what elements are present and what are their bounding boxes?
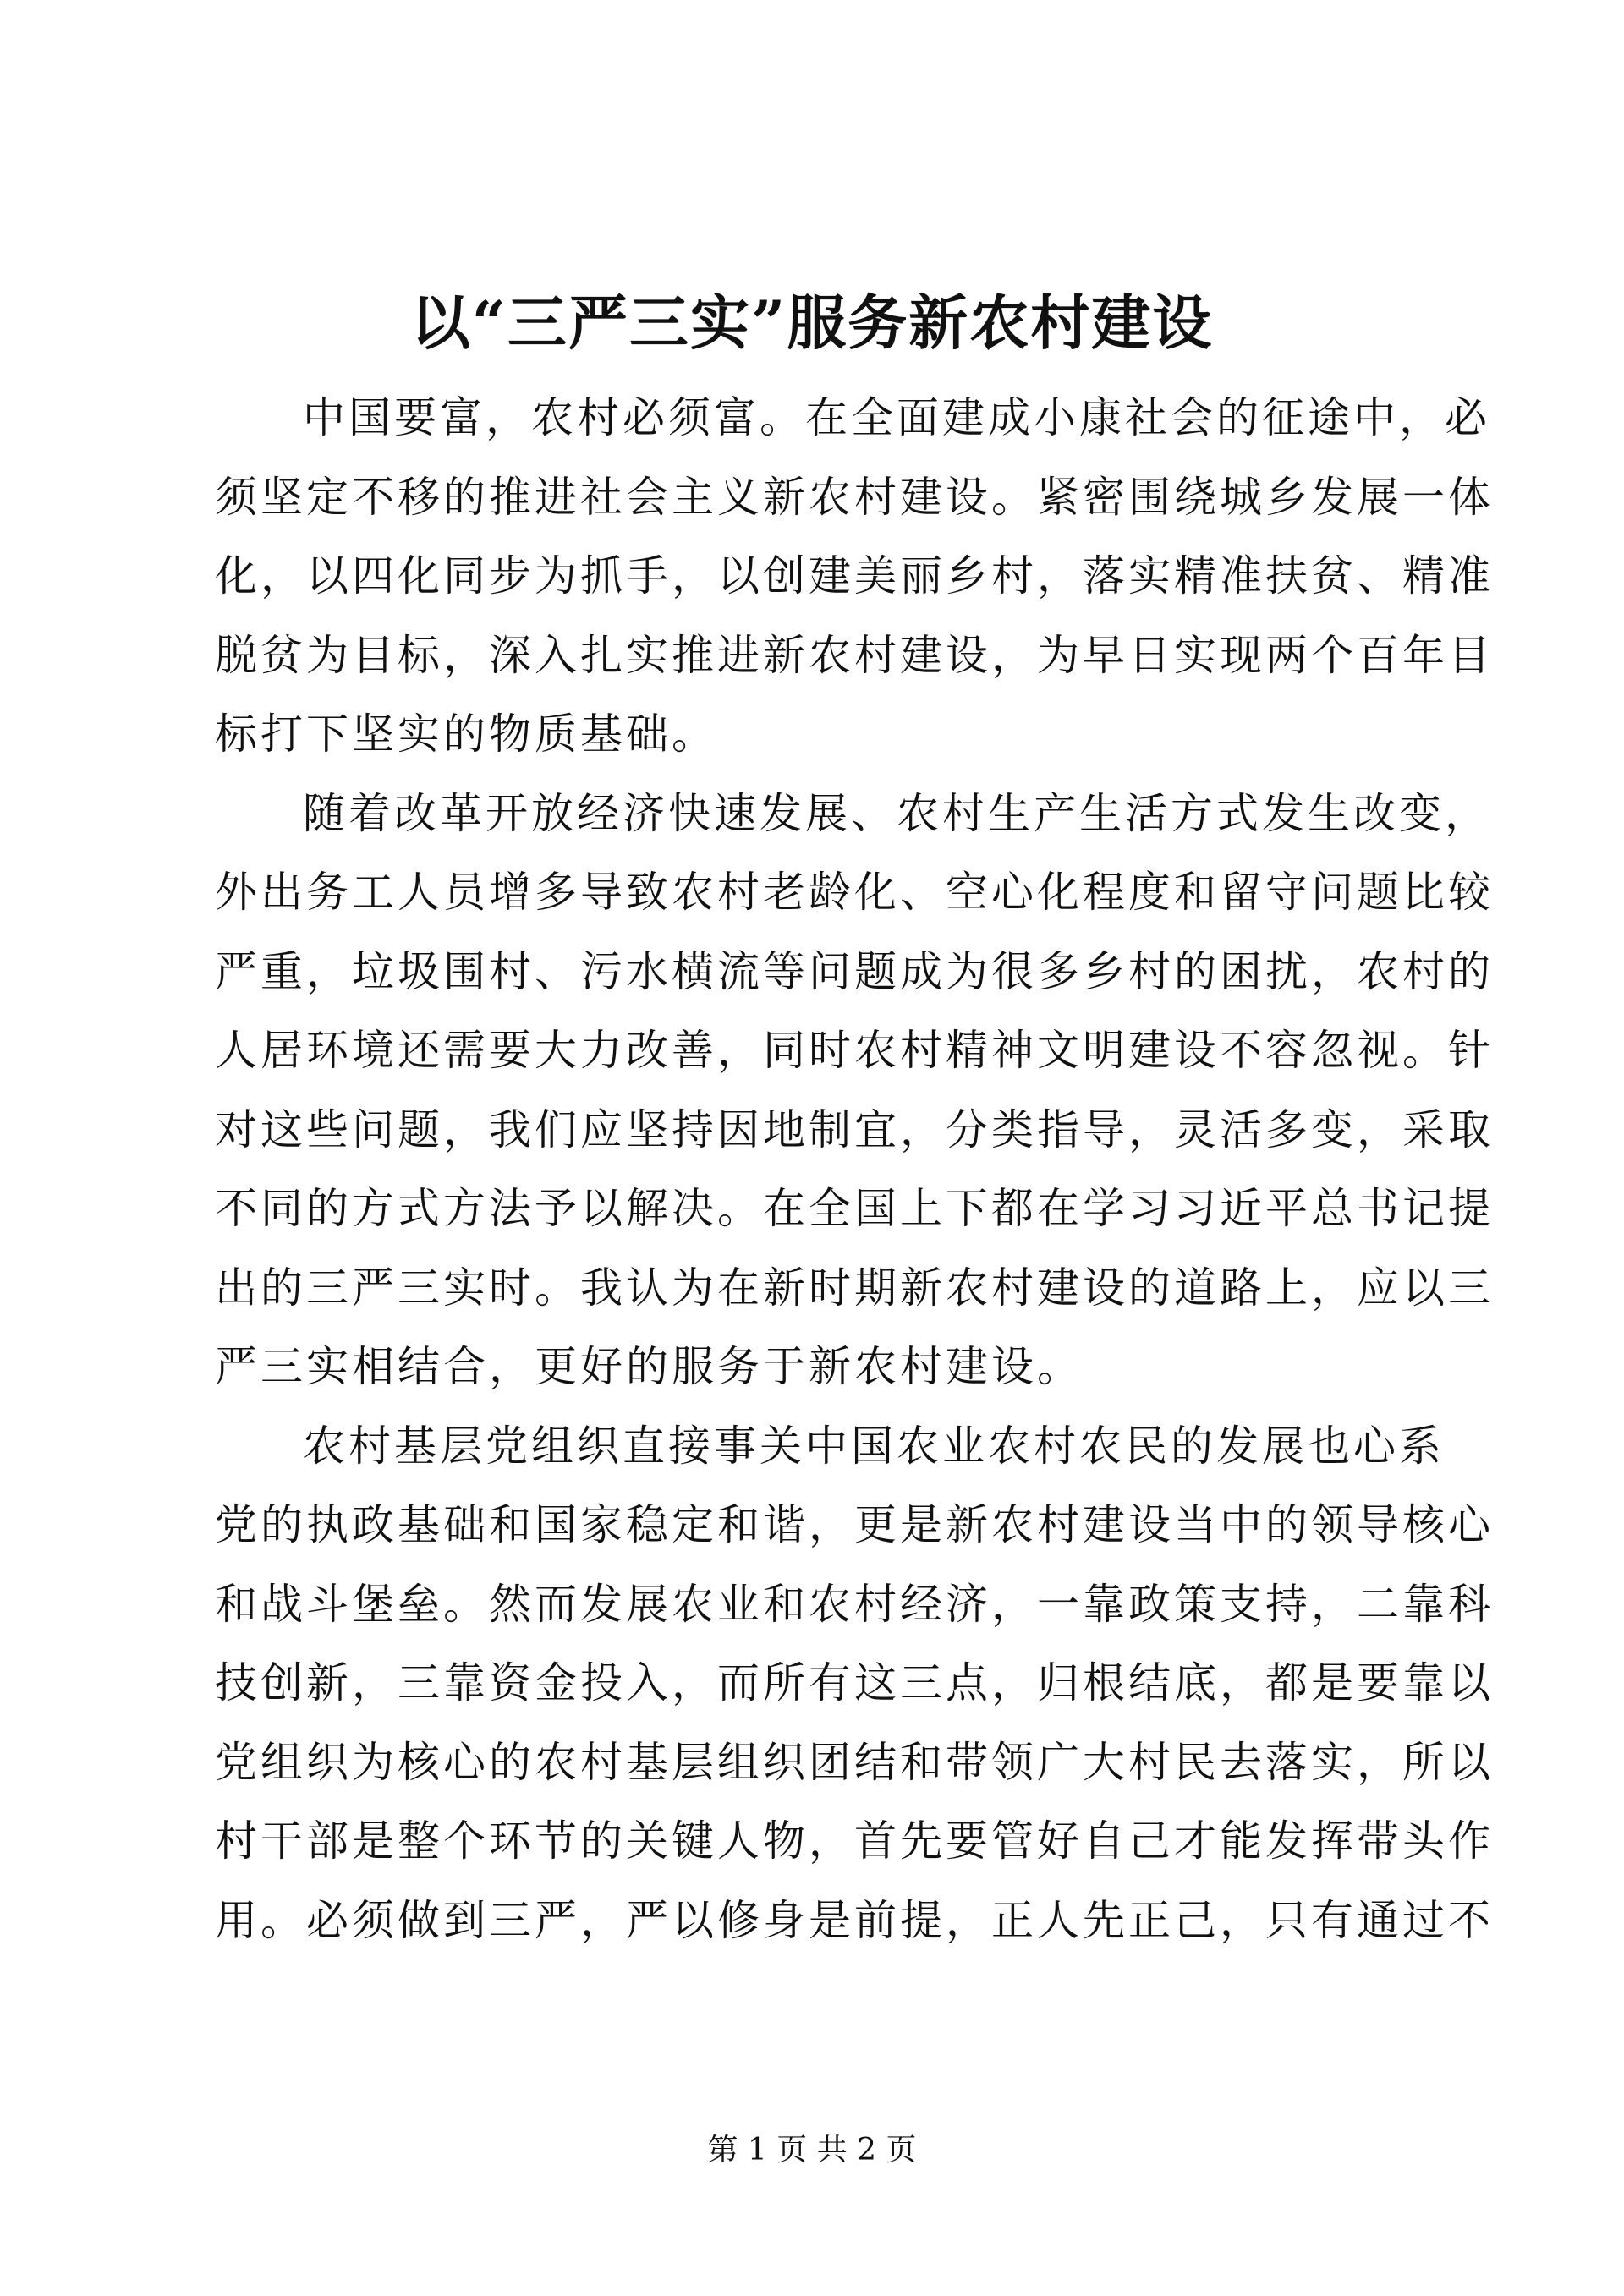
paragraph-line: 人居环境还需要大力改善，同时农村精神文明建设不容忽视。针: [215, 1026, 1494, 1075]
page-footer: [0, 2129, 1624, 2172]
paragraph-line: 不同的方式方法予以解决。在全国上下都在学习习近平总书记提: [215, 1184, 1494, 1233]
paragraph-1: [215, 379, 1494, 775]
paragraph-line: 用。必须做到三严，严以修身是前提，正人先正己，只有通过不: [215, 1895, 1494, 1945]
paragraph-line: 中国要富，农村必须富。在全面建成小康社会的征途中，必: [303, 393, 1490, 442]
paragraph-line: 随着改革开放经济快速发展、农村生产生活方式发生改变，: [303, 788, 1490, 838]
paragraph-line: 党组织为核心的农村基层组织团结和带领广大村民去落实，所以: [215, 1737, 1494, 1787]
paragraph-3: [215, 1407, 1494, 1961]
paragraph-line: 对这些问题，我们应坚持因地制宜，分类指导，灵活多变，采取: [215, 1104, 1494, 1154]
paragraph-line: 须坚定不移的推进社会主义新农村建设。紧密围绕城乡发展一体: [215, 472, 1494, 522]
paragraph-line: 严三实相结合，更好的服务于新农村建设。: [215, 1342, 1083, 1391]
page-number: 第 1 页 共 2 页: [707, 2133, 917, 2167]
paragraph-line: 化，以四化同步为抓手，以创建美丽乡村，落实精准扶贫、精准: [215, 551, 1494, 600]
paragraph-line: 农村基层党组织直接事关中国农业农村农民的发展也心系: [303, 1421, 1445, 1471]
paragraph-line: 标打下坚实的物质基础。: [215, 710, 717, 759]
paragraph-line: 外出务工人员增多导致农村老龄化、空心化程度和留守问题比较: [215, 868, 1494, 917]
paragraph-line: 技创新，三靠资金投入，而所有这三点，归根结底，都是要靠以: [215, 1658, 1494, 1707]
paragraph-2: [215, 775, 1494, 1407]
document-title: 以“三严三实”服务新农村建设: [410, 288, 1214, 358]
paragraph-line: 党的执政基础和国家稳定和谐，更是新农村建设当中的领导核心: [215, 1500, 1494, 1549]
paragraph-line: 脱贫为目标，深入扎实推进新农村建设，为早日实现两个百年目: [215, 630, 1494, 680]
paragraph-line: 出的三严三实时。我认为在新时期新农村建设的道路上，应以三: [215, 1263, 1494, 1312]
paragraph-line: 严重，垃圾围村、污水横流等问题成为很多乡村的困扰，农村的: [215, 946, 1494, 996]
document-body: [215, 379, 1494, 1960]
paragraph-line: 村干部是整个环节的关键人物，首先要管好自己才能发挥带头作: [215, 1817, 1494, 1866]
paragraph-line: 和战斗堡垒。然而发展农业和农村经济，一靠政策支持，二靠科: [215, 1579, 1494, 1629]
